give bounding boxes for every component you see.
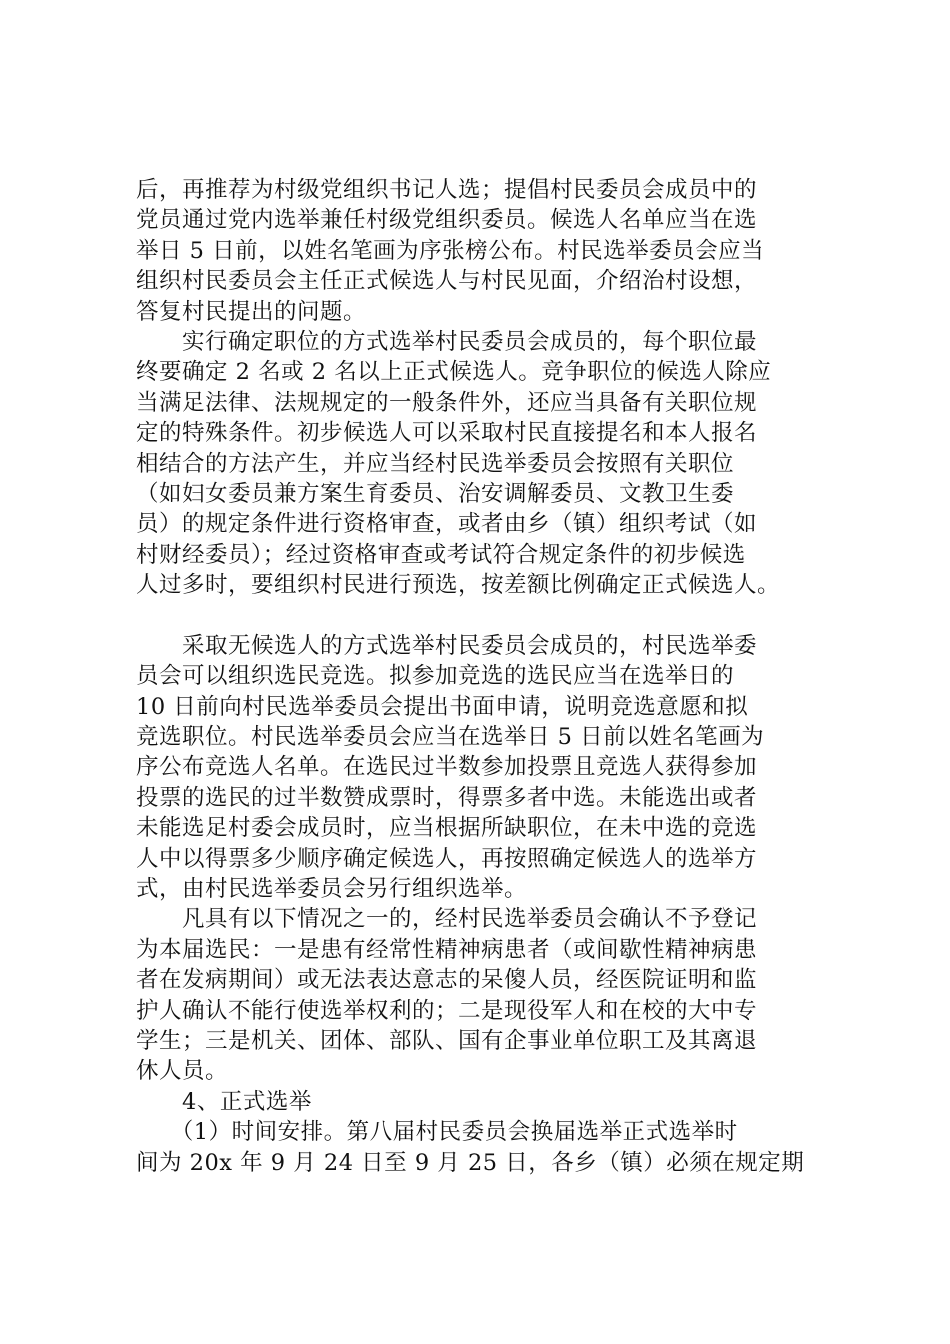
text-line: 10 日前向村民选举委员会提出书面申请，说明竞选意愿和拟: [136, 693, 749, 720]
text-line: 组织村民委员会主任正式候选人与村民见面，介绍治村设想，: [136, 268, 758, 295]
text-line: 定的特殊条件。初步候选人可以采取村民直接提名和本人报名: [136, 420, 758, 447]
text-line: 采取无候选人的方式选举村民委员会成员的，村民选举委: [136, 632, 758, 659]
text-line: 间为 20x 年 9 月 24 日至 9 月 25 日，各乡（镇）必须在规定期: [136, 1149, 805, 1176]
text-line: 党员通过党内选举兼任村级党组织委员。候选人名单应当在选: [136, 207, 758, 234]
text-line: 休人员。: [136, 1058, 229, 1085]
text-line: 相结合的方法产生，并应当经村民选举委员会按照有关职位: [136, 450, 735, 477]
text-line: 实行确定职位的方式选举村民委员会成员的，每个职位最: [136, 328, 758, 355]
text-line: 竞选职位。村民选举委员会应当在选举日 5 日前以姓名笔画为: [136, 724, 765, 751]
text-line: 式，由村民选举委员会另行组织选举。: [136, 875, 528, 902]
text-line: 未能选足村委会成员时，应当根据所缺职位，在未中选的竞选: [136, 815, 758, 842]
text-line: （如妇女委员兼方案生育委员、治安调解委员、文教卫生委: [136, 480, 735, 507]
text-line: 当满足法律、法规规定的一般条件外，还应当具备有关职位规: [136, 389, 758, 416]
text-line: 答复村民提出的问题。: [136, 298, 367, 325]
text-line: 人过多时，要组织村民进行预选，按差额比例确定正式候选人。: [136, 572, 781, 599]
text-line: 村财经委员）；经过资格审查或考试符合规定条件的初步候选: [136, 541, 746, 568]
text-line: 学生；三是机关、团体、部队、国有企事业单位职工及其离退: [136, 1027, 758, 1054]
text-line: 护人确认不能行使选举权利的；二是现役军人和在校的大中专: [136, 997, 758, 1024]
text-line: 员）的规定条件进行资格审查，或者由乡（镇）组织考试（如: [136, 511, 758, 538]
text-line: 4、正式选举: [136, 1088, 312, 1115]
text-line: 后，再推荐为村级党组织书记人选；提倡村民委员会成员中的: [136, 177, 758, 203]
text-line: 投票的选民的过半数赞成票时，得票多者中选。未能选出或者: [136, 784, 758, 811]
document-body: [136, 175, 836, 1178]
paragraph-gap: [136, 600, 836, 630]
text-line: 举日 5 日前，以姓名笔画为序张榜公布。村民选举委员会应当: [136, 237, 765, 264]
text-line: （1）时间安排。第八届村民委员会换届选举正式选举时: [136, 1119, 738, 1146]
text-line: 凡具有以下情况之一的，经村民选举委员会确认不予登记: [136, 906, 758, 933]
text-line: 者在发病期间）或无法表达意志的呆傻人员，经医院证明和监: [136, 967, 758, 994]
text-line: 终要确定 2 名或 2 名以上正式候选人。竞争职位的候选人除应: [136, 359, 772, 386]
text-line: 员会可以组织选民竞选。拟参加竞选的选民应当在选举日的: [136, 663, 735, 690]
text-line: 人中以得票多少顺序确定候选人，再按照确定候选人的选举方: [136, 845, 758, 872]
text-line: 为本届选民：一是患有经常性精神病患者（或间歇性精神病患: [136, 936, 758, 963]
text-line: 序公布竞选人名单。在选民过半数参加投票且竞选人获得参加: [136, 754, 758, 781]
